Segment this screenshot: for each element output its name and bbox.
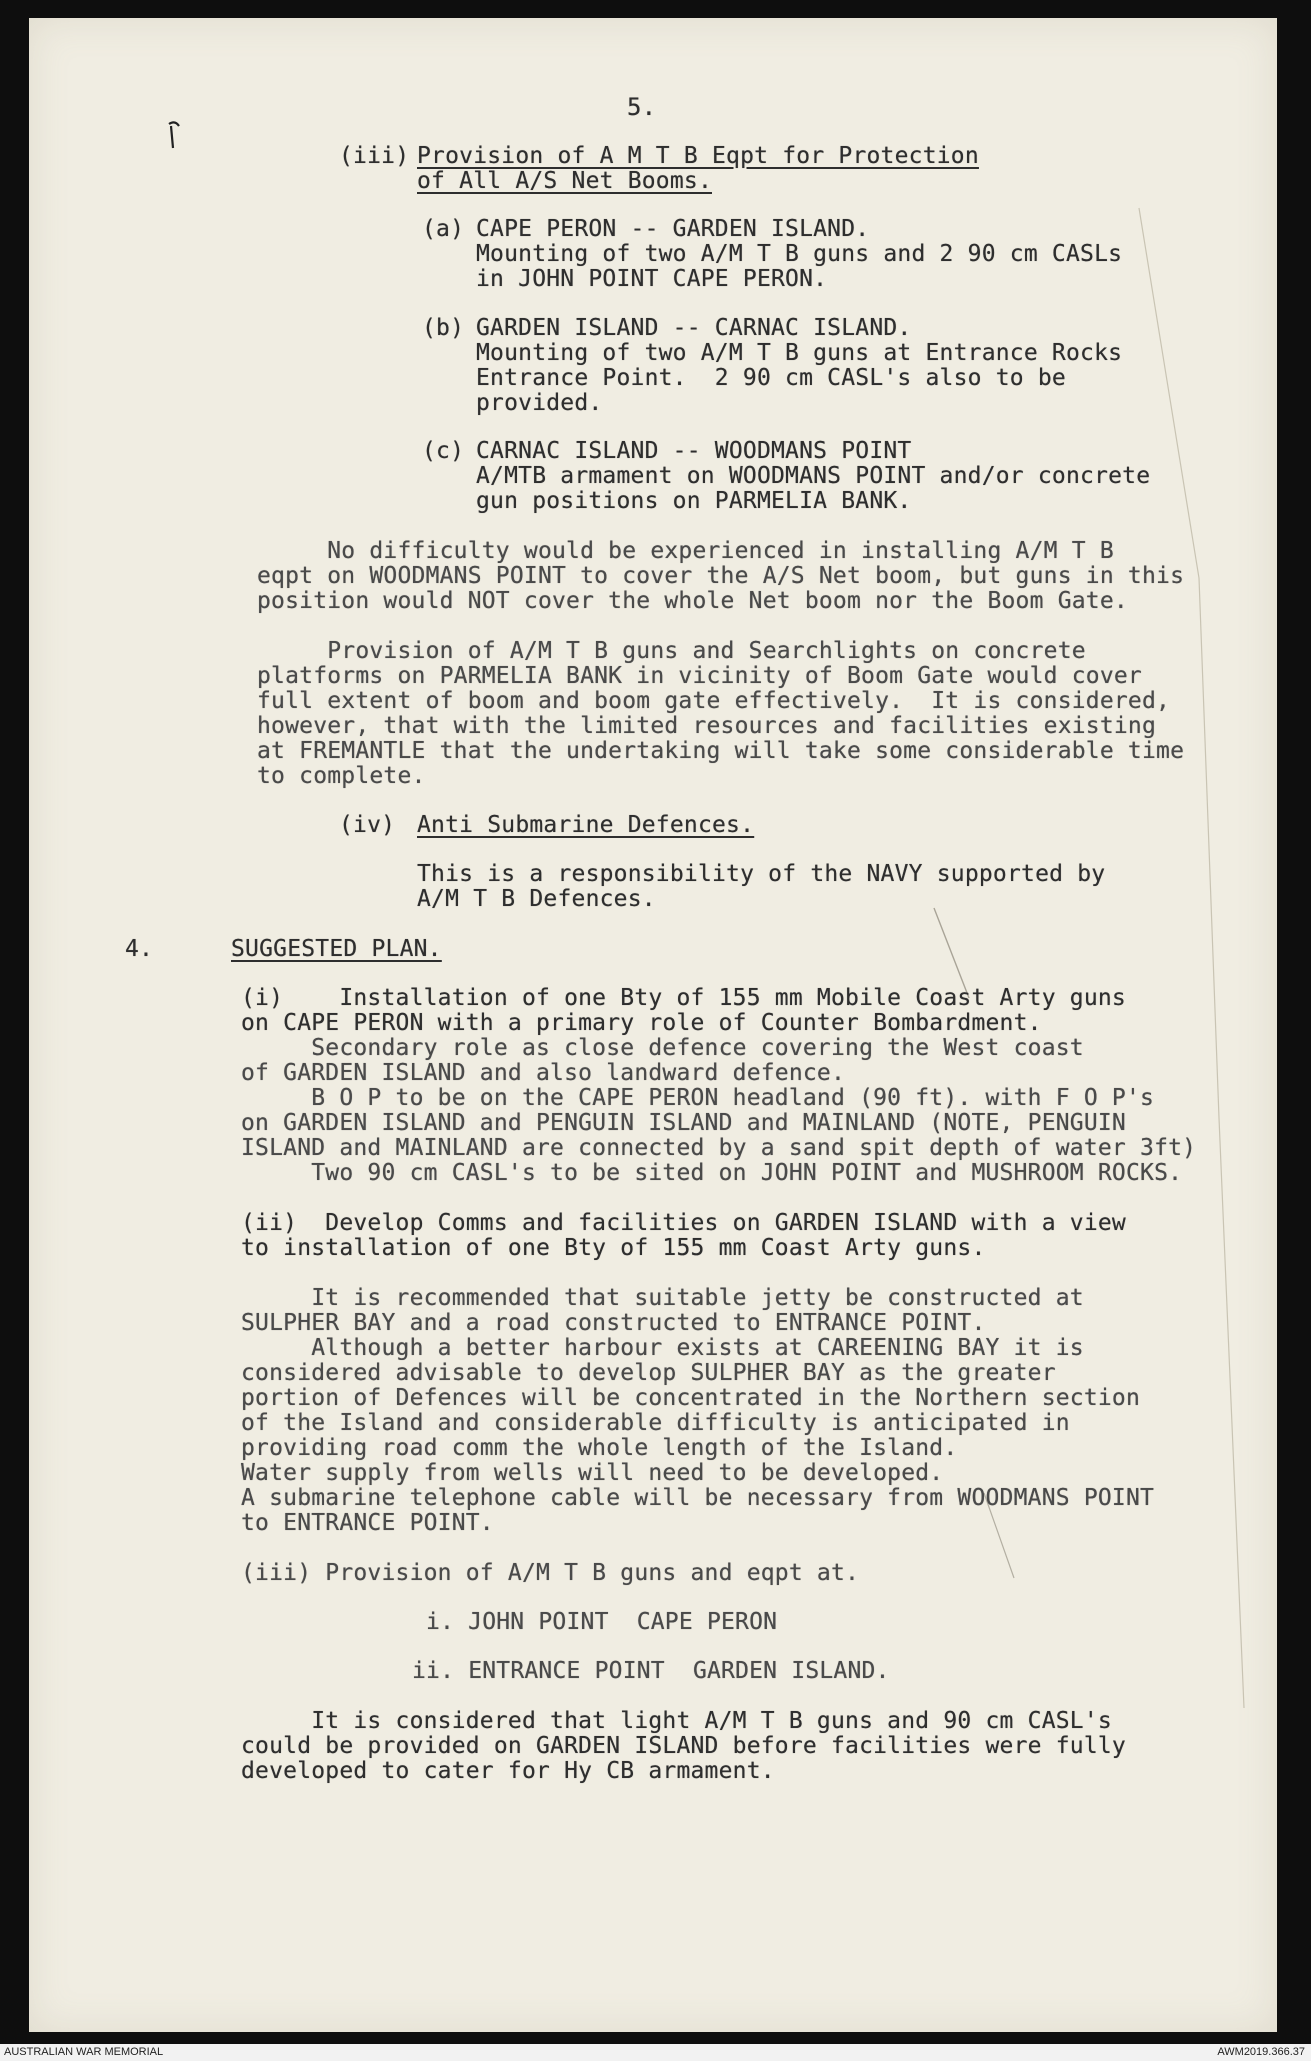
para2-line1: Provision of A/M T B guns and Searchlights on concrete	[257, 638, 1086, 664]
block-i-line4: of GARDEN ISLAND and also landward defence.	[241, 1060, 846, 1086]
item-b-label: (b)	[422, 315, 465, 341]
section-iv-number: (iv)	[339, 812, 396, 838]
closing-line3: developed to cater for Hy CB armament.	[241, 1758, 775, 1784]
block-i-line8: Two 90 cm CASL's to be sited on JOHN POINT and MUSHROOM ROCKS.	[241, 1160, 1183, 1186]
block-ii-b-line2: SULPHER BAY and a road constructed to ENTRANCE POINT.	[241, 1310, 986, 1336]
para2-line4: however, that with the limited resources and facilities existing	[257, 713, 1157, 739]
section-iv-line2: A/M T B Defences.	[417, 886, 656, 912]
section-iii-title-line1: Provision of A M T B Eqpt for Protection	[417, 143, 979, 169]
block-i-line5: B O P to be on the CAPE PERON headland (90 ft). with F O P's	[241, 1085, 1155, 1111]
section-iii-title-line2: of All A/S Net Booms.	[417, 168, 712, 194]
block-ii-line2: to installation of one Bty of 155 mm Coast Arty guns.	[241, 1235, 986, 1261]
block-ii-b-line9: A submarine telephone cable will be necessary from WOODMANS POINT	[241, 1485, 1155, 1511]
item-a-line1: CAPE PERON -- GARDEN ISLAND.	[476, 216, 870, 242]
item-a-label: (a)	[422, 216, 465, 242]
document-page	[29, 18, 1277, 2032]
block-i-line7: ISLAND and MAINLAND are connected by a sand spit depth of water 3ft)	[241, 1135, 1197, 1161]
item-c-line3: gun positions on PARMELIA BANK.	[476, 488, 912, 514]
block-iii-line: (iii) Provision of A/M T B guns and eqpt at.	[241, 1560, 860, 1586]
block-ii-b-line7: providing road comm the whole length of the Island.	[241, 1435, 958, 1461]
para1-line3: position would NOT cover the whole Net boom nor the Boom Gate.	[257, 588, 1128, 614]
item-a-line3: in JOHN POINT CAPE PERON.	[476, 266, 828, 292]
section-4-title: SUGGESTED PLAN.	[231, 936, 442, 962]
block-ii-line1: (ii) Develop Comms and facilities on GARDEN ISLAND with a view	[241, 1210, 1126, 1236]
section-iv-title: Anti Submarine Defences.	[417, 812, 755, 838]
section-iii-number: (iii)	[339, 143, 410, 169]
block-ii-b-line10: to ENTRANCE POINT.	[241, 1510, 494, 1536]
footer-institution: AUSTRALIAN WAR MEMORIAL	[4, 2046, 164, 2058]
block-i-line3: Secondary role as close defence covering the West coast	[241, 1035, 1084, 1061]
para2-line6: to complete.	[257, 763, 426, 789]
para2-line3: full extent of boom and boom gate effectively. It is considered,	[257, 688, 1171, 714]
closing-line2: could be provided on GARDEN ISLAND before facilities were fully	[241, 1733, 1126, 1759]
block-ii-b-line4: considered advisable to develop SULPHER BAY as the greater	[241, 1360, 1056, 1386]
block-i-line1: (i) Installation of one Bty of 155 mm Mobile Coast Arty guns	[241, 985, 1126, 1011]
block-ii-b-line8: Water supply from wells will need to be developed.	[241, 1460, 944, 1486]
block-iii-item1: i. JOHN POINT CAPE PERON	[426, 1609, 778, 1635]
block-iii-item2: ii. ENTRANCE POINT GARDEN ISLAND.	[412, 1658, 890, 1684]
item-c-line1: CARNAC ISLAND -- WOODMANS POINT	[476, 438, 912, 464]
para2-line5: at FREMANTLE that the undertaking will take some considerable time	[257, 738, 1185, 764]
item-b-line4: provided.	[476, 390, 603, 416]
page-number: 5.	[627, 93, 657, 121]
section-iv-line1: This is a responsibility of the NAVY supported by	[417, 861, 1106, 887]
para1-line1: No difficulty would be experienced in installing A/M T B	[257, 538, 1114, 564]
item-c-label: (c)	[422, 438, 465, 464]
block-i-line2: on CAPE PERON with a primary role of Counter Bombardment.	[241, 1010, 1042, 1036]
block-i-line6: on GARDEN ISLAND and PENGUIN ISLAND and MAINLAND (NOTE, PENGUIN	[241, 1110, 1126, 1136]
item-a-line2: Mounting of two A/M T B guns and 2 90 cm CASLs	[476, 241, 1123, 267]
item-c-line2: A/MTB armament on WOODMANS POINT and/or concrete	[476, 463, 1151, 489]
closing-line1: It is considered that light A/M T B guns and 90 cm CASL's	[241, 1708, 1112, 1734]
block-ii-b-line6: of the Island and considerable difficulty is anticipated in	[241, 1410, 1070, 1436]
block-ii-b-line1: It is recommended that suitable jetty be constructed at	[241, 1285, 1084, 1311]
item-b-line2: Mounting of two A/M T B guns at Entrance Rocks	[476, 340, 1123, 366]
para2-line2: platforms on PARMELIA BANK in vicinity of Boom Gate would cover	[257, 663, 1142, 689]
footer-accession-number: AWM2019.366.37	[1217, 2046, 1305, 2058]
block-ii-b-line5: portion of Defences will be concentrated in the Northern section	[241, 1385, 1141, 1411]
archive-footer	[0, 2044, 1311, 2061]
item-b-line3: Entrance Point. 2 90 cm CASL's also to be	[476, 365, 1066, 391]
item-b-line1: GARDEN ISLAND -- CARNAC ISLAND.	[476, 315, 912, 341]
para1-line2: eqpt on WOODMANS POINT to cover the A/S Net boom, but guns in this	[257, 563, 1185, 589]
block-ii-b-line3: Although a better harbour exists at CAREENING BAY it is	[241, 1335, 1084, 1361]
section-4-number: 4.	[125, 936, 154, 962]
